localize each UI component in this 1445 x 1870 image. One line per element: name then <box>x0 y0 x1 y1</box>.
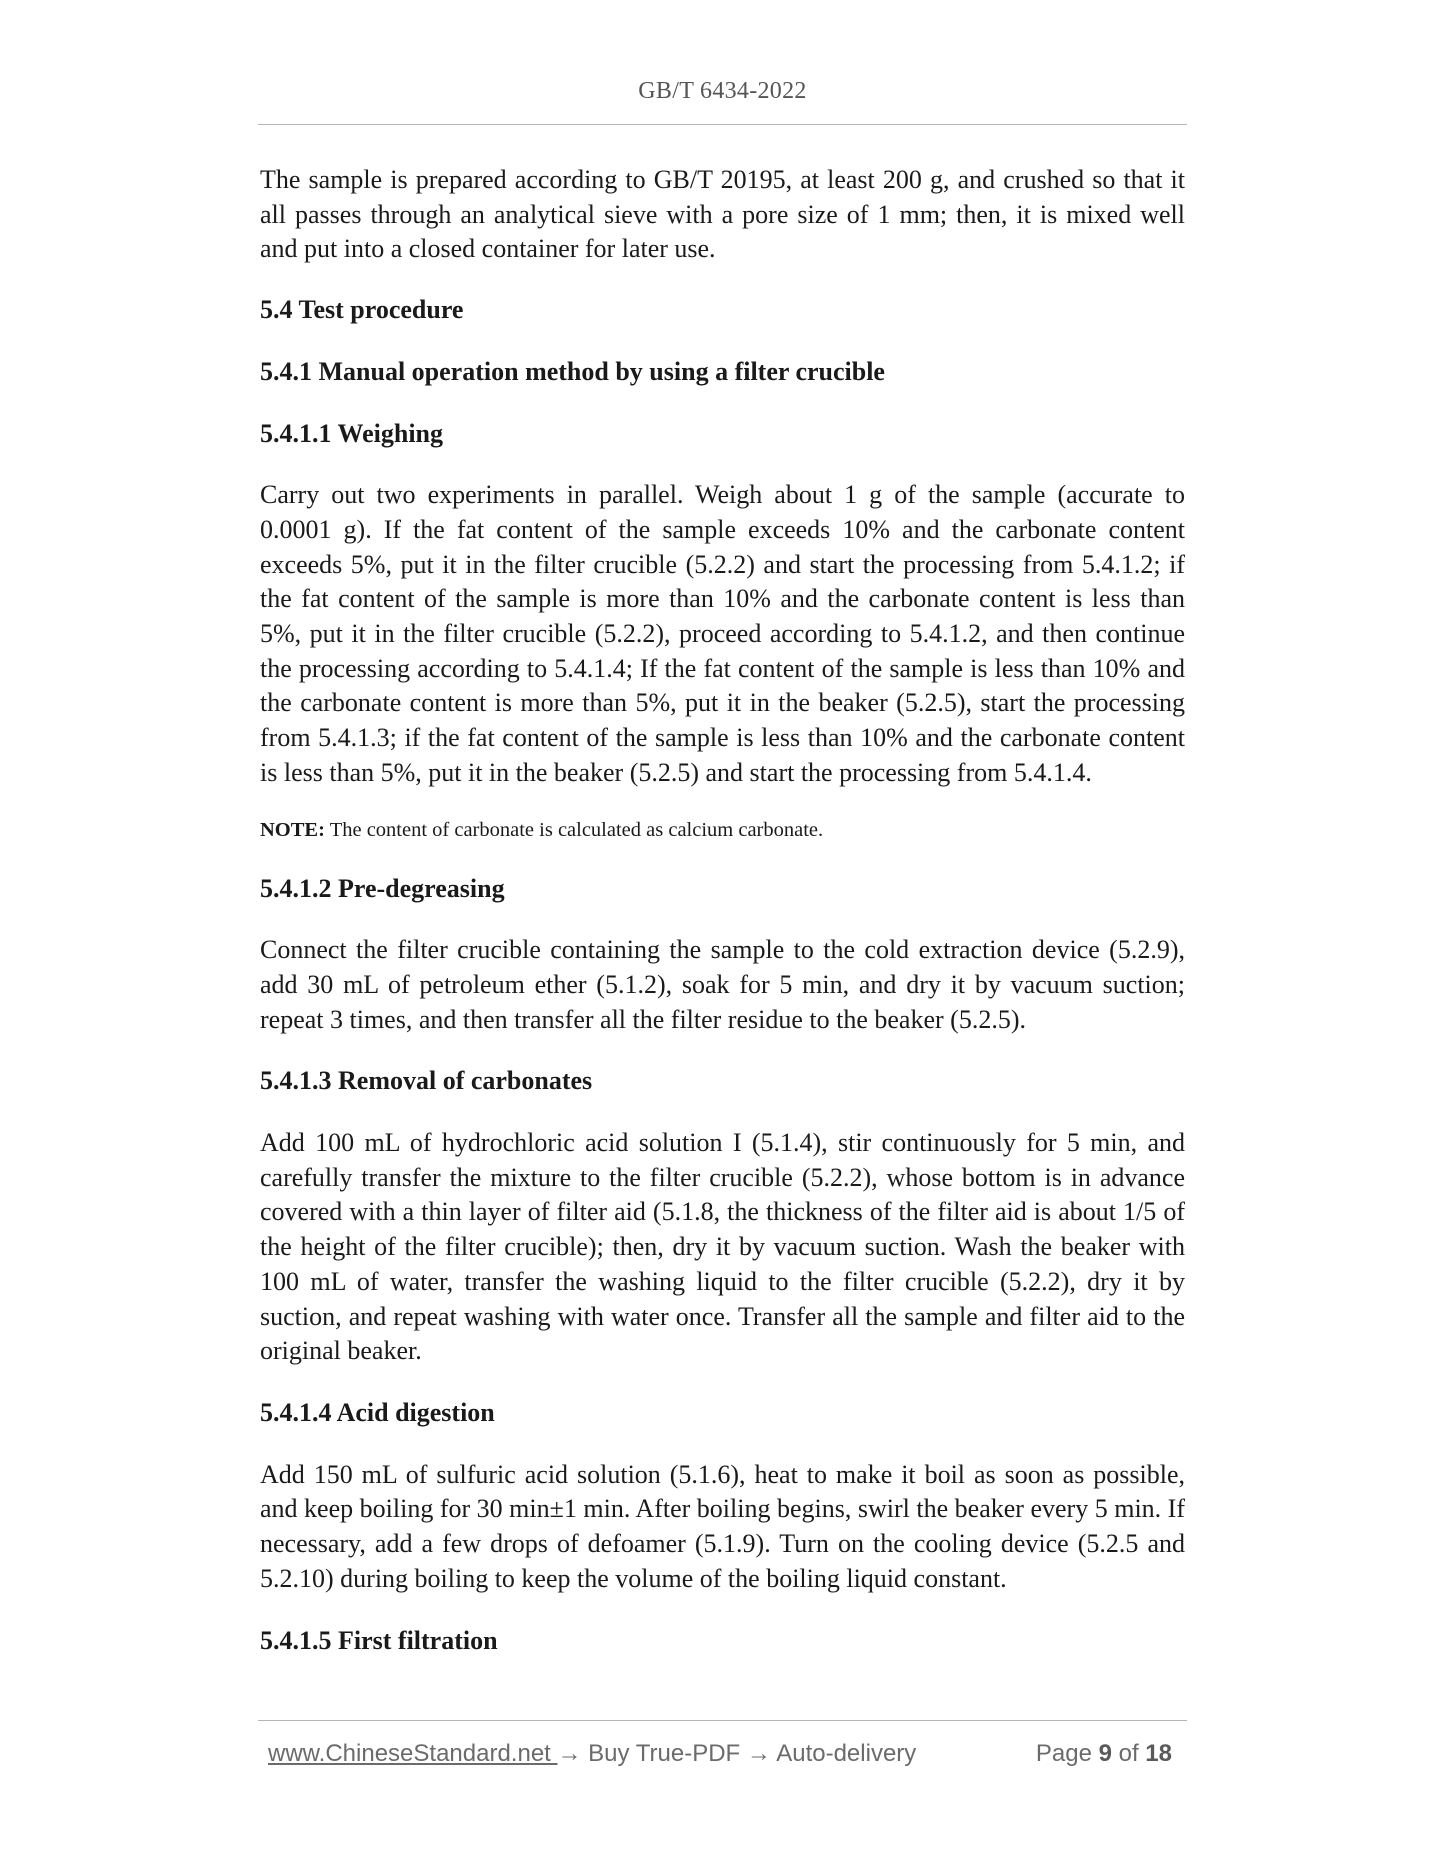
buy-true-pdf-text: Buy True-PDF <box>581 1740 747 1767</box>
carbonates-paragraph: Add 100 mL of hydrochloric acid solution I (5.1.4), stir continuously for 5 min, and carefully transfer the mixture to the filter crucible (5.2.2), whose bottom is in advance covered with a thin layer of filter aid (5.1.8, the thickness of the filter aid is about 1/5 of the height of the filter crucible); then, dry it by vacuum suction. Wash the beaker with 100 mL of water, transfer the washing liquid to the filter crucible (5.2.2), dry it by suction, and repeat washing with water once. Transfer all the sample and filter aid to the original beaker. <box>260 1128 1185 1366</box>
heading-5-4-1-2: 5.4.1.2 Pre-degreasing <box>260 873 505 903</box>
page-total: 18 <box>1145 1740 1172 1767</box>
footer-divider <box>258 1720 1187 1721</box>
site-link[interactable]: www.ChineseStandard.net <box>268 1740 558 1767</box>
page-header-doc-code: GB/T 6434-2022 <box>638 78 807 104</box>
page-counter <box>1036 1740 1172 1768</box>
note-text: The content of carbonate is calculated as calcium carbonate. <box>324 818 824 841</box>
document-body <box>260 163 1185 1685</box>
arrow-right-icon: → <box>746 1740 771 1767</box>
predegreasing-paragraph: Connect the filter crucible containing the sample to the cold extraction device (5.2.9), add 30 mL of petroleum ether (5.1.2), soak for 5 min, and dry it by vacuum suction; repeat 3 times, and then transfer all the filter residue to the beaker (5.2.5). <box>260 935 1185 1034</box>
of-label: of <box>1111 1740 1146 1767</box>
heading-5-4-1-3: 5.4.1.3 Removal of carbonates <box>260 1066 593 1096</box>
arrow-right-icon: → <box>557 1740 582 1767</box>
intro-paragraph: The sample is prepared according to GB/T 20195, at least 200 g, and crushed so that it all passes through an analytical sieve with a pore size of 1 mm; then, it is mixed well and put into a closed container for later use. <box>260 165 1185 264</box>
page-footer <box>268 1740 1180 1772</box>
heading-5-4-1: 5.4.1 Manual operation method by using a filter crucible <box>260 356 885 386</box>
note <box>260 815 1185 845</box>
weighing-paragraph: Carry out two experiments in parallel. Weigh about 1 g of the sample (accurate to 0.0001 g). If the fat content of the sample exceeds 10% and the carbonate content exceeds 5%, put it in the filter crucible (5.2.2) and start the processing from 5.4.1.2; if the fat content of the sample is more than 10% and the carbonate content is less than 5%, put it in the filter crucible (5.2.2), proceed according to 5.4.1.2, and then continue the processing according to 5.4.1.4; If the fat content of the sample is less than 10% and the carbonate content is more than 5%, put it in the beaker (5.2.5), start the processing from 5.4.1.3; if the fat content of the sample is less than 10% and the carbonate content is less than 5%, put it in the beaker (5.2.5) and start the processing from 5.4.1.4. <box>260 480 1185 787</box>
heading-5-4-1-1: 5.4.1.1 Weighing <box>260 418 444 448</box>
heading-5-4-1-5: 5.4.1.5 First filtration <box>260 1625 498 1655</box>
header-divider <box>258 124 1187 125</box>
page-current: 9 <box>1098 1740 1112 1767</box>
heading-5-4: 5.4 Test procedure <box>260 295 464 325</box>
page-label: Page <box>1035 1740 1099 1767</box>
acid-digestion-paragraph: Add 150 mL of sulfuric acid solution (5.1.6), heat to make it boil as soon as possible, and keep boiling for 30 min±1 min. After boiling begins, swirl the beaker every 5 min. If necessary, add a few drops of defoamer (5.1.9). Turn on the cooling device (5.2.5 and 5.2.10) during boiling to keep the volume of the boiling liquid constant. <box>260 1459 1185 1593</box>
footer-promo <box>268 1740 916 1768</box>
auto-delivery-text: Auto-delivery <box>770 1740 917 1767</box>
heading-5-4-1-4: 5.4.1.4 Acid digestion <box>260 1397 495 1427</box>
note-label: NOTE: <box>260 818 325 841</box>
